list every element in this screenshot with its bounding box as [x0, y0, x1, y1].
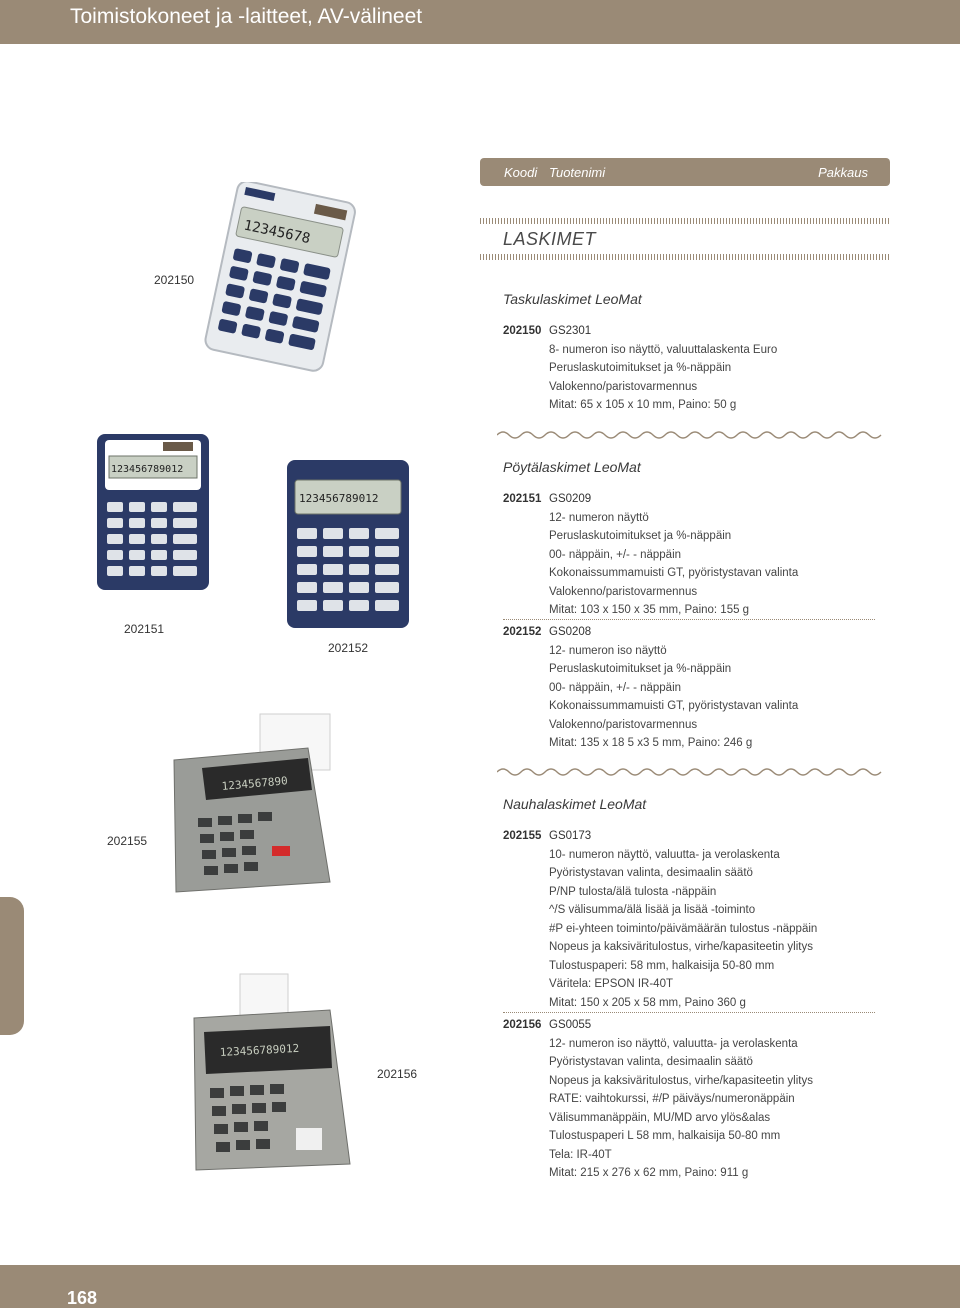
calculator-202150-image	[200, 182, 360, 372]
product-feature: Peruslaskutoimitukset ja %-näppäin	[549, 663, 732, 675]
product-feature: 8- numeron iso näyttö, valuuttalaskenta Euro	[549, 343, 778, 356]
product-202150	[503, 322, 777, 415]
product-header	[503, 827, 817, 846]
calculator-202152-image	[283, 458, 413, 630]
product-feature: 10- numeron näyttö, valuutta- ja verolaskenta	[549, 848, 780, 861]
product-feature: Pyöristystavan valinta, desimaalin säätö	[549, 1056, 753, 1068]
header-pack: Pakkaus	[818, 165, 868, 180]
image-label-202152: 202152	[328, 641, 369, 655]
calculator-202151-image	[93, 432, 213, 592]
header-code: Koodi	[504, 165, 538, 180]
tick-divider-bottom	[480, 254, 890, 260]
product-code: 202156	[503, 1019, 542, 1031]
product-header	[503, 490, 798, 509]
product-feature: RATE: vaihtokurssi, #/P päiväys/numeronäppäin	[549, 1093, 795, 1105]
wave-divider	[497, 765, 890, 779]
tick-divider-top	[480, 218, 890, 224]
product-feature: Valokenno/paristovarmennus	[549, 718, 698, 731]
calculator-display-text: 1234567890	[221, 774, 289, 793]
calculator-display-text: 123456789012	[111, 464, 184, 475]
product-header	[503, 322, 777, 341]
product-202156	[503, 1016, 813, 1183]
product-feature: Pyöristystavan valinta, desimaalin säätö	[549, 867, 753, 879]
header-name: Tuotenimi	[549, 165, 606, 180]
group-title-printing: Nauhalaskimet LeoMat	[503, 796, 647, 812]
calculator-display-text: 12345678	[242, 217, 312, 248]
product-feature: ^/S välisumma/älä lisää ja lisää -toiminto	[549, 904, 756, 916]
calculator-202156-image	[180, 968, 360, 1178]
product-feature: Välisummanäppäin, MU/MD arvo ylös&alas	[549, 1111, 771, 1124]
product-feature: 00- näppäin, +/- - näppäin	[549, 681, 682, 694]
page-title: Toimistokoneet ja -laitteet, AV-välineet	[70, 5, 423, 28]
calculator-display-text: 123456789012	[299, 492, 379, 505]
product-model: GS0209	[549, 493, 592, 505]
product-feature: Mitat: 215 x 276 x 62 mm, Paino: 911 g	[549, 1167, 749, 1179]
product-code: 202150	[503, 325, 542, 337]
product-feature: Tulostuspaperi L 58 mm, halkaisija 50-80 mm	[549, 1130, 781, 1142]
product-feature: Mitat: 150 x 205 x 58 mm, Paino 360 g	[549, 996, 746, 1009]
image-label-202151: 202151	[124, 622, 165, 636]
product-feature: Valokenno/paristovarmennus	[549, 380, 698, 393]
product-model: GS0208	[549, 626, 592, 638]
dotted-divider	[503, 1012, 875, 1013]
product-header	[503, 1016, 813, 1035]
product-feature: P/NP tulosta/älä tulosta -näppäin	[549, 885, 717, 898]
wave-divider	[497, 428, 890, 442]
product-feature: Valokenno/paristovarmennus	[549, 585, 698, 598]
product-code: 202151	[503, 493, 542, 505]
product-feature: 12- numeron iso näyttö	[549, 644, 667, 657]
product-feature: Mitat: 65 x 105 x 10 mm, Paino: 50 g	[549, 399, 737, 411]
product-feature: 00- näppäin, +/- - näppäin	[549, 548, 682, 561]
product-feature: Tulostuspaperi: 58 mm, halkaisija 50-80 mm	[549, 959, 775, 972]
bottom-banner	[0, 1265, 960, 1308]
product-model: GS2301	[549, 325, 592, 337]
product-202151	[503, 490, 798, 620]
product-202155	[503, 827, 817, 1012]
product-202152	[503, 623, 798, 753]
image-label-202156: 202156	[377, 1067, 418, 1081]
product-feature: #P ei-yhteen toiminto/päivämäärän tulostus -näppäin	[549, 922, 818, 935]
calculator-202155-image	[158, 708, 338, 898]
section-heading: LASKIMET	[503, 229, 597, 249]
product-feature: 12- numeron näyttö	[549, 511, 649, 524]
image-label-202155: 202155	[107, 834, 148, 848]
product-code: 202152	[503, 626, 542, 638]
group-title-pocket: Taskulaskimet LeoMat	[503, 291, 642, 307]
dotted-divider	[503, 619, 875, 620]
product-feature: Nopeus ja kaksiväritulostus, virhe/kapasiteetin ylitys	[549, 941, 813, 953]
table-header	[480, 158, 890, 186]
group-title-desk: Pöytälaskimet LeoMat	[503, 459, 641, 475]
top-banner	[0, 0, 960, 44]
product-model: GS0173	[549, 830, 592, 842]
product-feature: 12- numeron iso näyttö, valuutta- ja verolaskenta	[549, 1037, 798, 1050]
product-feature: Peruslaskutoimitukset ja %-näppäin	[549, 362, 732, 374]
product-model: GS0055	[549, 1019, 592, 1031]
product-feature: Mitat: 103 x 150 x 35 mm, Paino: 155 g	[549, 604, 750, 616]
page-number: 168	[67, 1288, 98, 1308]
product-feature: Mitat: 135 x 18 5 x3 5 mm, Paino: 246 g	[549, 737, 753, 749]
product-feature: Kokonaissummamuisti GT, pyöristystavan valinta	[549, 700, 799, 712]
side-tab	[0, 897, 24, 1035]
product-feature: Tela: IR-40T	[549, 1148, 612, 1161]
product-feature: Väritela: EPSON IR-40T	[549, 978, 673, 990]
product-feature: Nopeus ja kaksiväritulostus, virhe/kapasiteetin ylitys	[549, 1074, 813, 1087]
image-label-202150: 202150	[154, 273, 195, 287]
calculator-display-text: 123456789012	[219, 1041, 300, 1059]
product-feature: Kokonaissummamuisti GT, pyöristystavan valinta	[549, 567, 799, 579]
product-code: 202155	[503, 830, 542, 842]
product-header	[503, 623, 798, 642]
product-feature: Peruslaskutoimitukset ja %-näppäin	[549, 530, 732, 542]
